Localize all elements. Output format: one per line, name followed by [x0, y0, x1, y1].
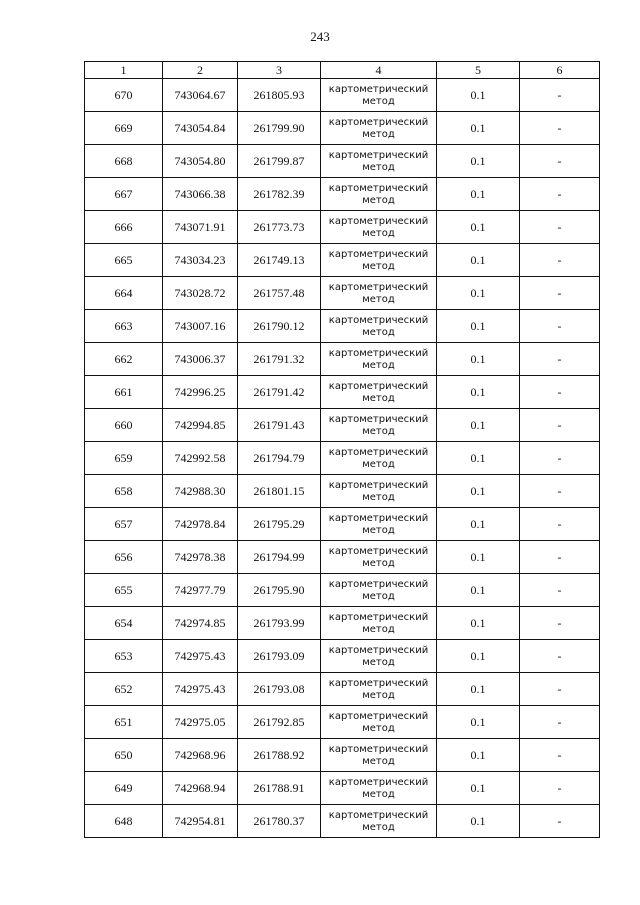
accuracy-cell: 0.1	[437, 211, 520, 244]
note-cell: -	[520, 805, 600, 838]
accuracy-cell: 0.1	[437, 310, 520, 343]
page-number: 243	[310, 29, 330, 44]
table-row	[85, 79, 600, 112]
method-cell: картометрический метод	[321, 409, 437, 442]
note-cell: -	[520, 541, 600, 574]
x-coordinate-cell: 742977.79	[163, 574, 238, 607]
y-coordinate-cell: 261791.43	[238, 409, 321, 442]
accuracy-cell: 0.1	[437, 277, 520, 310]
x-coordinate-cell: 743066.38	[163, 178, 238, 211]
method-cell: картометрический метод	[321, 277, 437, 310]
accuracy-cell: 0.1	[437, 79, 520, 112]
table-row	[85, 640, 600, 673]
x-coordinate-cell: 743034.23	[163, 244, 238, 277]
x-coordinate-cell: 742975.43	[163, 640, 238, 673]
point-number-cell: 667	[85, 178, 163, 211]
y-coordinate-cell: 261805.93	[238, 79, 321, 112]
note-cell: -	[520, 640, 600, 673]
note-cell: -	[520, 409, 600, 442]
note-cell: -	[520, 211, 600, 244]
note-cell: -	[520, 343, 600, 376]
method-cell: картометрический метод	[321, 772, 437, 805]
accuracy-cell: 0.1	[437, 607, 520, 640]
note-cell: -	[520, 112, 600, 145]
accuracy-cell: 0.1	[437, 178, 520, 211]
accuracy-cell: 0.1	[437, 442, 520, 475]
point-number-cell: 650	[85, 739, 163, 772]
note-cell: -	[520, 178, 600, 211]
y-coordinate-cell: 261794.99	[238, 541, 321, 574]
point-number-cell: 670	[85, 79, 163, 112]
accuracy-cell: 0.1	[437, 706, 520, 739]
accuracy-cell: 0.1	[437, 376, 520, 409]
x-coordinate-cell: 742954.81	[163, 805, 238, 838]
note-cell: -	[520, 310, 600, 343]
method-cell: картометрический метод	[321, 310, 437, 343]
table-row	[85, 475, 600, 508]
column-header: 1	[85, 62, 163, 79]
y-coordinate-cell: 261773.73	[238, 211, 321, 244]
accuracy-cell: 0.1	[437, 673, 520, 706]
accuracy-cell: 0.1	[437, 145, 520, 178]
point-number-cell: 668	[85, 145, 163, 178]
note-cell: -	[520, 79, 600, 112]
column-header: 2	[163, 62, 238, 79]
note-cell: -	[520, 508, 600, 541]
note-cell: -	[520, 244, 600, 277]
point-number-cell: 661	[85, 376, 163, 409]
y-coordinate-cell: 261792.85	[238, 706, 321, 739]
column-header: 3	[238, 62, 321, 79]
y-coordinate-cell: 261791.42	[238, 376, 321, 409]
y-coordinate-cell: 261793.08	[238, 673, 321, 706]
accuracy-cell: 0.1	[437, 409, 520, 442]
note-cell: -	[520, 574, 600, 607]
y-coordinate-cell: 261788.91	[238, 772, 321, 805]
y-coordinate-cell: 261790.12	[238, 310, 321, 343]
method-cell: картометрический метод	[321, 79, 437, 112]
table-row	[85, 508, 600, 541]
x-coordinate-cell: 742978.38	[163, 541, 238, 574]
note-cell: -	[520, 706, 600, 739]
coordinates-table	[84, 61, 600, 838]
table-body	[85, 62, 600, 838]
y-coordinate-cell: 261757.48	[238, 277, 321, 310]
x-coordinate-cell: 743028.72	[163, 277, 238, 310]
table-row	[85, 574, 600, 607]
y-coordinate-cell: 261780.37	[238, 805, 321, 838]
table-row	[85, 343, 600, 376]
table-row	[85, 739, 600, 772]
method-cell: картометрический метод	[321, 112, 437, 145]
table-row	[85, 277, 600, 310]
method-cell: картометрический метод	[321, 178, 437, 211]
accuracy-cell: 0.1	[437, 574, 520, 607]
note-cell: -	[520, 772, 600, 805]
table-row	[85, 145, 600, 178]
table-row	[85, 805, 600, 838]
point-number-cell: 663	[85, 310, 163, 343]
point-number-cell: 648	[85, 805, 163, 838]
y-coordinate-cell: 261794.79	[238, 442, 321, 475]
accuracy-cell: 0.1	[437, 475, 520, 508]
y-coordinate-cell: 261791.32	[238, 343, 321, 376]
method-cell: картометрический метод	[321, 376, 437, 409]
point-number-cell: 662	[85, 343, 163, 376]
accuracy-cell: 0.1	[437, 640, 520, 673]
point-number-cell: 656	[85, 541, 163, 574]
table-row	[85, 112, 600, 145]
method-cell: картометрический метод	[321, 442, 437, 475]
accuracy-cell: 0.1	[437, 739, 520, 772]
table-row	[85, 310, 600, 343]
table-row	[85, 211, 600, 244]
point-number-cell: 669	[85, 112, 163, 145]
point-number-cell: 666	[85, 211, 163, 244]
accuracy-cell: 0.1	[437, 805, 520, 838]
method-cell: картометрический метод	[321, 574, 437, 607]
accuracy-cell: 0.1	[437, 343, 520, 376]
table-row	[85, 706, 600, 739]
x-coordinate-cell: 742992.58	[163, 442, 238, 475]
method-cell: картометрический метод	[321, 706, 437, 739]
x-coordinate-cell: 743071.91	[163, 211, 238, 244]
x-coordinate-cell: 742994.85	[163, 409, 238, 442]
point-number-cell: 664	[85, 277, 163, 310]
y-coordinate-cell: 261793.99	[238, 607, 321, 640]
table-row	[85, 178, 600, 211]
table-row	[85, 409, 600, 442]
y-coordinate-cell: 261795.90	[238, 574, 321, 607]
accuracy-cell: 0.1	[437, 508, 520, 541]
column-header: 5	[437, 62, 520, 79]
column-header: 4	[321, 62, 437, 79]
y-coordinate-cell: 261801.15	[238, 475, 321, 508]
x-coordinate-cell: 742988.30	[163, 475, 238, 508]
accuracy-cell: 0.1	[437, 541, 520, 574]
method-cell: картометрический метод	[321, 739, 437, 772]
method-cell: картометрический метод	[321, 607, 437, 640]
point-number-cell: 657	[85, 508, 163, 541]
point-number-cell: 659	[85, 442, 163, 475]
table-row	[85, 772, 600, 805]
y-coordinate-cell: 261749.13	[238, 244, 321, 277]
accuracy-cell: 0.1	[437, 112, 520, 145]
y-coordinate-cell: 261788.92	[238, 739, 321, 772]
note-cell: -	[520, 673, 600, 706]
y-coordinate-cell: 261793.09	[238, 640, 321, 673]
column-header: 6	[520, 62, 600, 79]
y-coordinate-cell: 261795.29	[238, 508, 321, 541]
note-cell: -	[520, 739, 600, 772]
x-coordinate-cell: 742975.05	[163, 706, 238, 739]
x-coordinate-cell: 742974.85	[163, 607, 238, 640]
method-cell: картометрический метод	[321, 475, 437, 508]
accuracy-cell: 0.1	[437, 244, 520, 277]
point-number-cell: 660	[85, 409, 163, 442]
x-coordinate-cell: 742968.96	[163, 739, 238, 772]
table-header-row	[85, 62, 600, 79]
method-cell: картометрический метод	[321, 211, 437, 244]
x-coordinate-cell: 742975.43	[163, 673, 238, 706]
method-cell: картометрический метод	[321, 805, 437, 838]
table-row	[85, 442, 600, 475]
table-row	[85, 673, 600, 706]
table-row	[85, 244, 600, 277]
table-row	[85, 607, 600, 640]
x-coordinate-cell: 742978.84	[163, 508, 238, 541]
note-cell: -	[520, 442, 600, 475]
accuracy-cell: 0.1	[437, 772, 520, 805]
point-number-cell: 655	[85, 574, 163, 607]
point-number-cell: 658	[85, 475, 163, 508]
method-cell: картометрический метод	[321, 343, 437, 376]
point-number-cell: 653	[85, 640, 163, 673]
method-cell: картометрический метод	[321, 244, 437, 277]
table-row	[85, 376, 600, 409]
method-cell: картометрический метод	[321, 508, 437, 541]
point-number-cell: 651	[85, 706, 163, 739]
note-cell: -	[520, 277, 600, 310]
point-number-cell: 665	[85, 244, 163, 277]
x-coordinate-cell: 743064.67	[163, 79, 238, 112]
y-coordinate-cell: 261782.39	[238, 178, 321, 211]
y-coordinate-cell: 261799.87	[238, 145, 321, 178]
x-coordinate-cell: 743007.16	[163, 310, 238, 343]
method-cell: картометрический метод	[321, 145, 437, 178]
note-cell: -	[520, 607, 600, 640]
table-row	[85, 541, 600, 574]
x-coordinate-cell: 743054.80	[163, 145, 238, 178]
y-coordinate-cell: 261799.90	[238, 112, 321, 145]
x-coordinate-cell: 743006.37	[163, 343, 238, 376]
method-cell: картометрический метод	[321, 640, 437, 673]
method-cell: картометрический метод	[321, 541, 437, 574]
x-coordinate-cell: 742996.25	[163, 376, 238, 409]
x-coordinate-cell: 743054.84	[163, 112, 238, 145]
method-cell: картометрический метод	[321, 673, 437, 706]
point-number-cell: 652	[85, 673, 163, 706]
note-cell: -	[520, 376, 600, 409]
point-number-cell: 649	[85, 772, 163, 805]
x-coordinate-cell: 742968.94	[163, 772, 238, 805]
point-number-cell: 654	[85, 607, 163, 640]
note-cell: -	[520, 145, 600, 178]
note-cell: -	[520, 475, 600, 508]
